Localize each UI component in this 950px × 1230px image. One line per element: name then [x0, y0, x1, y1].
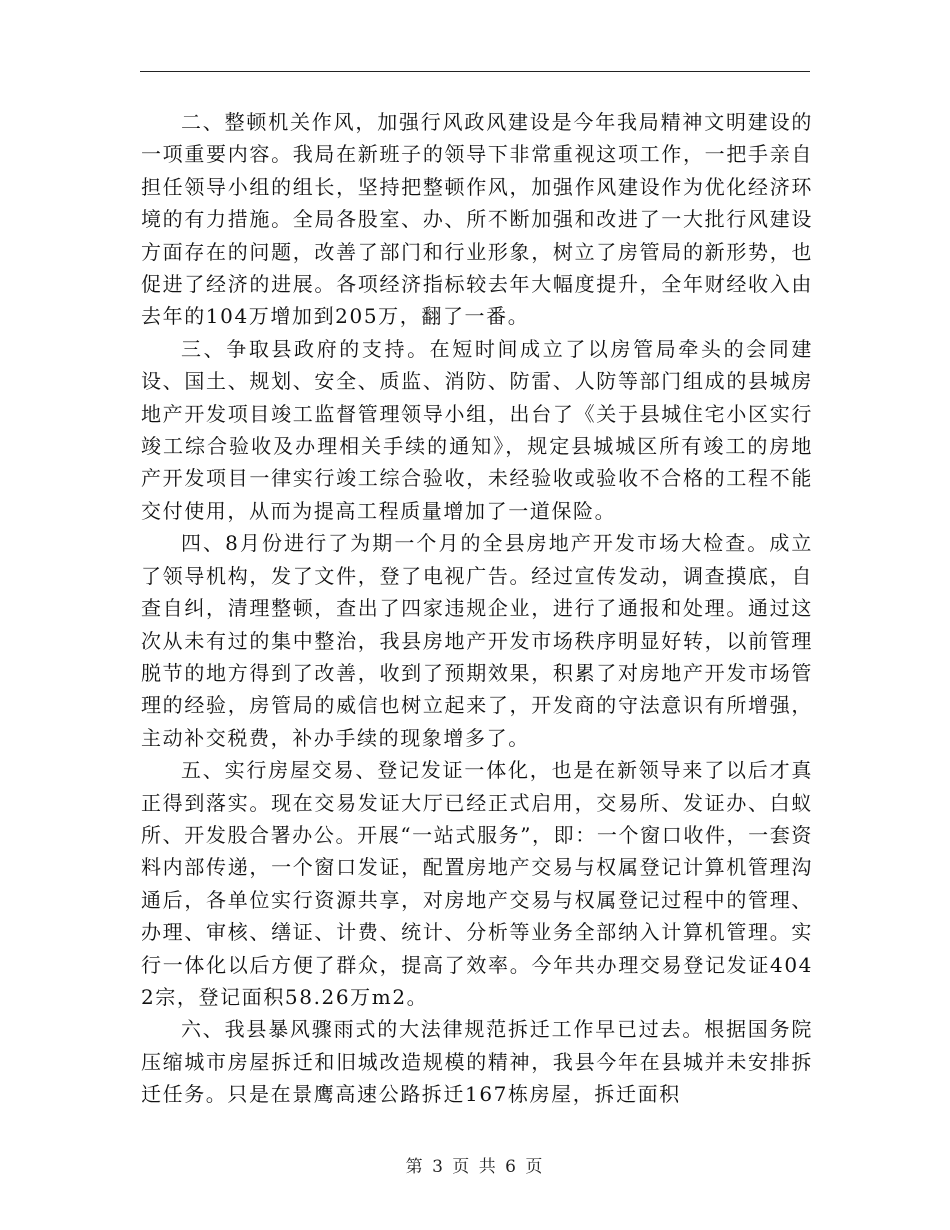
- paragraph-3-county-government-support: 三、争取县政府的支持。在短时间成立了以房管局牵头的会同建设、国土、规划、安全、质监、消防、防雷、人防等部门组成的县城房地产开发项目竣工监督管理领导小组，出台了《关于县城住宅小区实行竣工综合验收及办理相关手续的通知》，规定县城城区所有竣工的房地产开发项目一律实行竣工综合验收，未经验收或验收不合格的工程不能交付使用，从而为提高工程质量增加了一道保险。: [141, 336, 813, 523]
- paragraph-4-market-inspection: 四、8月份进行了为期一个月的全县房地产开发市场大检查。成立了领导机构，发了文件，登了电视广告。经过宣传发动，调查摸底，自查自纠，清理整顿，查出了四家违规企业，进行了通报和处理。通过这次从未有过的集中整治，我县房地产开发市场秩序明显好转，以前管理脱节的地方得到了改善，收到了预期效果，积累了对房地产开发市场管理的经验，房管局的威信也树立起来了，开发商的守法意识有所增强，主动补交税费，补办手续的现象增多了。: [141, 531, 813, 750]
- paragraph-2-rectify-work-style: 二、整顿机关作风，加强行风政风建设是今年我局精神文明建设的一项重要内容。我局在新班子的领导下非常重视这项工作，一把手亲自担任领导小组的组长，坚持把整顿作风，加强作风建设作为优化经济环境的有力措施。全局各股室、办、所不断加强和改进了一大批行风建设方面存在的问题，改善了部门和行业形象，树立了房管局的新形势，也促进了经济的进展。各项经济指标较去年大幅度提升，全年财经收入由去年的104万增加到205万，翻了一番。: [141, 110, 813, 329]
- body-text: [141, 106, 813, 1111]
- page-number-footer: 第 3 页 共 6 页: [405, 1157, 545, 1177]
- header-rule: [140, 71, 810, 72]
- paragraph-5-transaction-registration: 五、实行房屋交易、登记发证一体化，也是在新领导来了以后才真正得到落实。现在交易发证大厅已经正式启用，交易所、发证办、白蚁所、开发股合署办公。开展“一站式服务”，即：一个窗口收件，一套资料内部传递，一个窗口发证，配置房地产交易与权属登记计算机管理沟通后，各单位实行资源共享，对房地产交易与权属登记过程中的管理、办理、审核、缮证、计费、统计、分析等业务全部纳入计算机管理。实行一体化以后方便了群众，提高了效率。今年共办理交易登记发证4042宗，登记面积58.26万m2。: [141, 758, 813, 1009]
- paragraph-6-demolition: 六、我县暴风骤雨式的大法律规范拆迁工作早已过去。根据国务院压缩城市房屋拆迁和旧城改造规模的精神，我县今年在县城并未安排拆迁任务。只是在景鹰高速公路拆迁167栋房屋，拆迁面积: [141, 1017, 813, 1107]
